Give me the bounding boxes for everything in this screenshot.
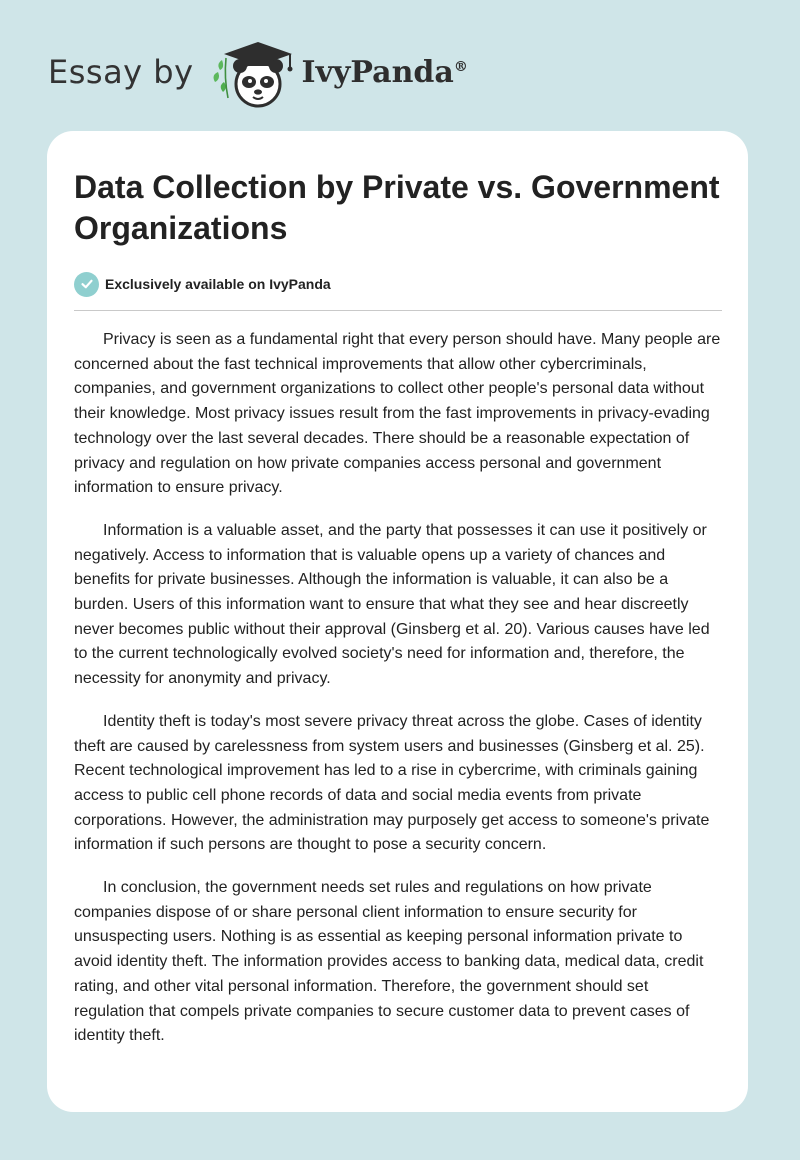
availability-badge — [74, 270, 722, 298]
essay-body — [74, 328, 722, 1049]
paragraph: Privacy is seen as a fundamental right that every person should have. Many people are concerned about the fast technical improvements that allow other cybercriminals, companies, and government organizations to collect other people's personal data without their knowledge. Most privacy issues result from the fast improvements in privacy-evading technology over the last several decades. There should be a reasonable expectation of privacy and regulation on how private companies access personal and government information to ensure privacy. — [74, 331, 721, 497]
badge-label: Exclusively available on IvyPanda — [105, 276, 331, 292]
divider — [74, 310, 722, 311]
trademark-symbol: ® — [453, 58, 468, 75]
site-header — [48, 36, 468, 108]
page-title: Data Collection by Private vs. Government Organizations — [74, 169, 720, 246]
essay-card — [47, 131, 748, 1112]
paragraph: In conclusion, the government needs set rules and regulations on how private companies dispose of or share personal client information to ensure security for unsuspecting users. Nothing is as essential as keeping personal information private to avoid identity theft. The information provides access to banking data, medical data, credit rating, and other vital personal information. Therefore, the government should set regulation that compels private companies to secure customer data to prevent cases of identity theft. — [74, 879, 704, 1045]
paragraph: Identity theft is today's most severe privacy threat across the globe. Cases of identity theft are caused by carelessness from system users and businesses (Ginsberg et al. 25). Recent technological improvement has led to a rise in cybercrime, with criminals gaining access to public cell phone records of data and social media events from private corporations. However, the administration may purposely get access to someone's private information if such persons are thought to pose a security concern. — [74, 712, 710, 854]
check-circle-icon — [74, 272, 99, 297]
brand-name[interactable] — [302, 55, 468, 90]
brand-label: IvyPanda — [301, 54, 454, 90]
essay-by-label: Essay by — [48, 53, 194, 91]
ivy-leaf-icon — [213, 58, 227, 98]
panda-graduate-icon[interactable] — [208, 36, 300, 108]
paragraph: Information is a valuable asset, and the party that possesses it can use it positively or negatively. Access to information that is valuable opens up a variety of chances and benefits for private businesses. Although the information is valuable, it can also be a burden. Users of this information want to ensure that what they see and hear discreetly never becomes public without their approval (Ginsberg et al. 20). Various causes have led to the current technologically evolved society's need for information and, therefore, the necessity for anonymity and privacy. — [74, 521, 710, 688]
